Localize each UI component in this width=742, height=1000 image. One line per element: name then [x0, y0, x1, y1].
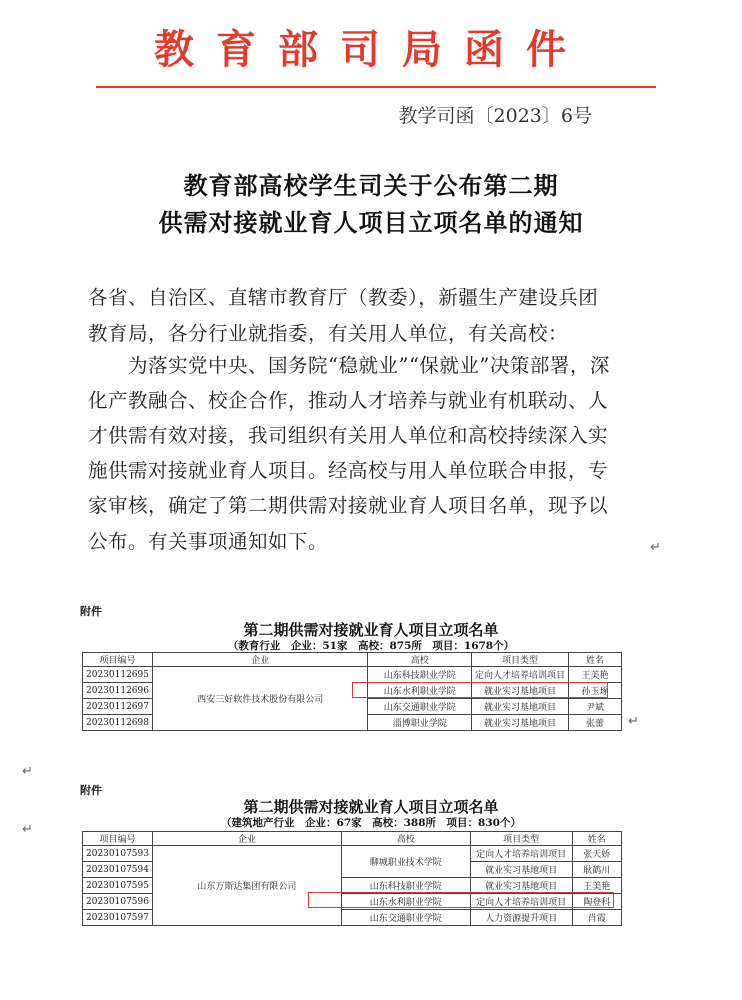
school-cell: 山东水利职业学院	[368, 683, 472, 699]
attachment-1-title: 第二期供需对接就业育人项目立项名单	[243, 621, 499, 639]
company-cell: 山东万斯达集团有限公司	[153, 846, 342, 926]
return-mark: ↵	[628, 714, 639, 729]
table-row	[83, 667, 622, 683]
project-id: 20230107596	[83, 894, 153, 910]
school-cell: 淄博职业学院	[368, 715, 472, 731]
project-type-cell: 人力资源提升项目	[470, 910, 572, 926]
project-type-cell: 就业实习基地项目	[470, 878, 572, 894]
header-project-type: 项目类型	[472, 653, 569, 667]
return-mark: ↵	[650, 540, 661, 555]
table-row	[83, 846, 622, 862]
person-name-cell: 王美艳	[569, 667, 622, 683]
header-company: 企业	[153, 832, 342, 846]
return-mark: ↵	[22, 822, 33, 837]
body-line-1: 各省、自治区、直辖市教育厅（教委），新疆生产建设兵团	[88, 286, 599, 309]
document-number: 教学司函〔2023〕6号	[398, 105, 592, 127]
header-company: 企业	[153, 653, 368, 667]
school-cell: 山东交通职业学院	[341, 910, 470, 926]
person-name-cell: 尹斌	[569, 699, 622, 715]
return-mark: ↵	[22, 764, 33, 779]
project-id: 20230112698	[83, 715, 153, 731]
project-id: 20230107594	[83, 862, 153, 878]
project-type-cell: 定向人才培养培训项目	[470, 846, 572, 862]
attachment-1-table	[82, 652, 622, 731]
project-type-cell: 就业实习基地项目	[470, 862, 572, 878]
notice-title-line-2: 供需对接就业育人项目立项名单的通知	[158, 208, 584, 237]
attachment-1-label: 附件	[80, 605, 102, 618]
project-type-cell: 就业实习基地项目	[472, 683, 569, 699]
agency-letterhead-title: 教育部司局函件	[154, 26, 588, 73]
body-line-3: 为落实党中央、国务院“稳就业”“保就业”决策部署，深	[88, 354, 610, 377]
school-cell: 山东交通职业学院	[368, 699, 472, 715]
header-school: 高校	[368, 653, 472, 667]
project-type-cell: 就业实习基地项目	[472, 715, 569, 731]
notice-title-line-1: 教育部高校学生司关于公布第二期	[183, 171, 559, 200]
attachment-2-stats: （建筑地产行业 企业：67家 高校：388所 项目：830个）	[221, 817, 521, 829]
project-id: 20230112696	[83, 683, 153, 699]
project-type-cell: 定向人才培养培训项目	[470, 894, 572, 910]
project-type-cell: 定向人才培养培训项目	[472, 667, 569, 683]
school-cell: 山东科技职业学院	[341, 878, 470, 894]
project-type-cell: 就业实习基地项目	[472, 699, 569, 715]
person-name-cell: 陶登科	[572, 894, 621, 910]
header-project-type: 项目类型	[470, 832, 572, 846]
header-school: 高校	[341, 832, 470, 846]
body-line-6: 施供需对接就业育人项目。经高校与用人单位联合申报，专	[88, 459, 609, 482]
person-name-cell: 张天娇	[572, 846, 621, 862]
attachment-2-table	[82, 831, 622, 926]
attachment-2-label: 附件	[80, 784, 102, 797]
school-cell: 山东水利职业学院	[341, 894, 470, 910]
company-cell: 西安三好软件技术股份有限公司	[153, 667, 368, 731]
project-id: 20230112695	[83, 667, 153, 683]
body-line-7: 家审核，确定了第二期供需对接就业育人项目名单，现予以	[88, 494, 609, 517]
body-line-8: 公布。有关事项通知如下。	[88, 530, 329, 553]
body-line-4: 化产教融合、校企合作，推动人才培养与就业有机联动、人	[88, 389, 609, 412]
school-cell: 聊城职业技术学院	[341, 846, 470, 878]
attachment-2-title: 第二期供需对接就业育人项目立项名单	[243, 798, 499, 816]
body-line-5: 才供需有效对接，我司组织有关用人单位和高校持续深入实	[88, 424, 609, 447]
project-id: 20230107593	[83, 846, 153, 862]
header-project-id: 项目编号	[83, 653, 153, 667]
person-name-cell: 肖霞	[572, 910, 621, 926]
attachment-1-stats: （教育行业 企业：51家 高校：875所 项目：1678个）	[227, 640, 515, 652]
project-id: 20230112697	[83, 699, 153, 715]
school-cell: 山东科技职业学院	[368, 667, 472, 683]
header-name: 姓名	[572, 832, 621, 846]
person-name-cell: 耿鹤川	[572, 862, 621, 878]
project-id: 20230107595	[83, 878, 153, 894]
body-line-2: 教育局，各分行业就指委，有关用人单位，有关高校：	[88, 322, 569, 345]
person-name-cell: 张蕾	[569, 715, 622, 731]
person-name-cell: 王美艳	[572, 878, 621, 894]
person-name-cell: 孙玉琢	[569, 683, 622, 699]
letterhead-rule	[96, 86, 656, 88]
project-id: 20230107597	[83, 910, 153, 926]
header-name: 姓名	[569, 653, 622, 667]
header-project-id: 项目编号	[83, 832, 153, 846]
